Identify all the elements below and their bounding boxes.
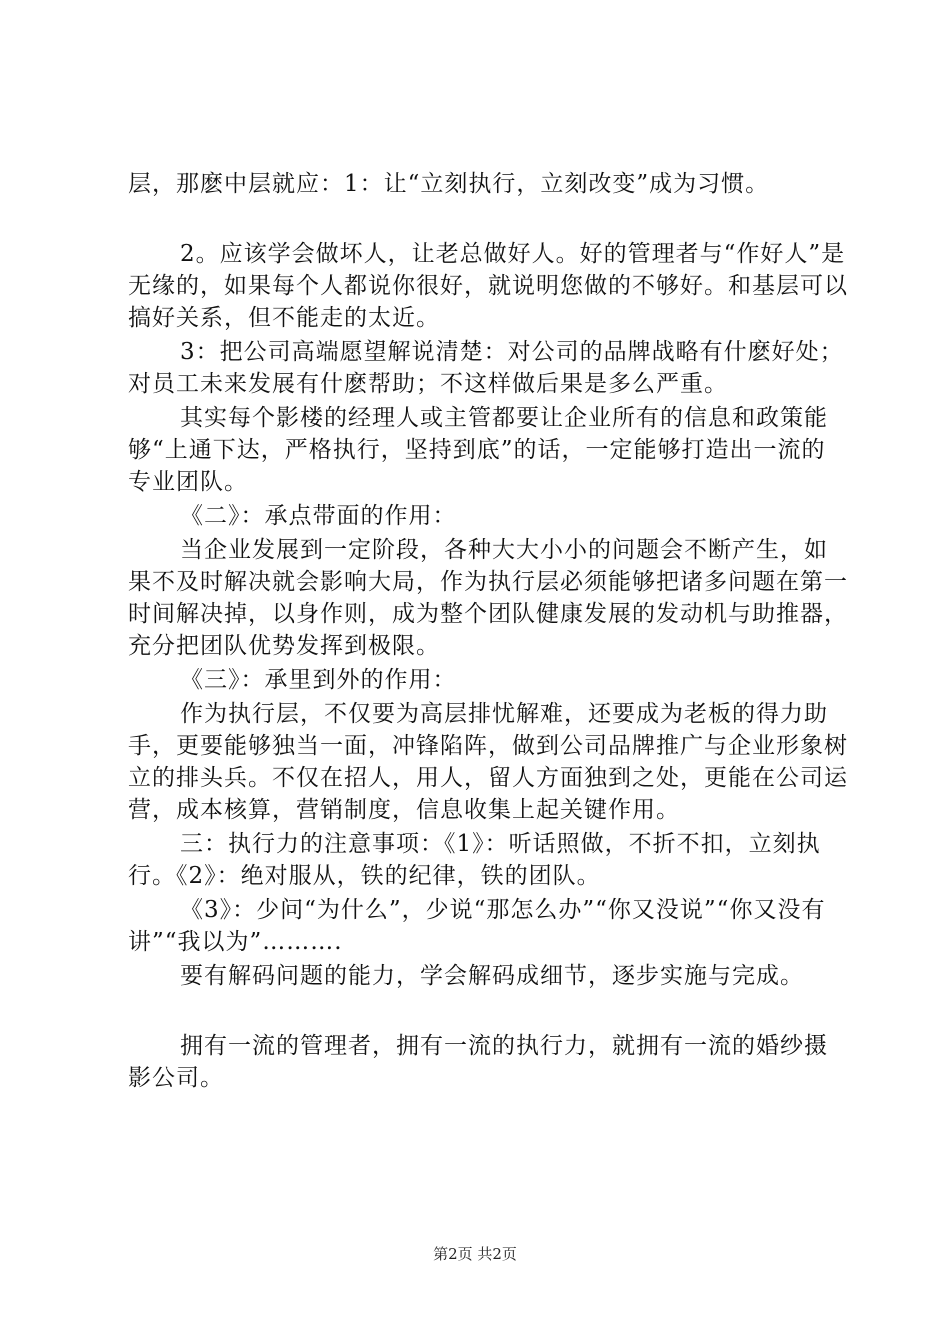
- paragraph: 2。应该学会做坏人，让老总做好人。好的管理者与“作好人”是无缘的，如果每个人都说你很好，就说明您做的不够好。和基层可以搞好关系，但不能走的太近。: [128, 241, 848, 331]
- paragraph: 《3》：少问“为什么”，少说“那怎么办”“你又没说”“你又没有讲”“我以为”……….: [128, 897, 826, 955]
- paragraph: 层，那麽中层就应：1：让“立刻执行，立刻改变”成为习惯。: [128, 171, 770, 197]
- page-footer: 第2页 共2页: [433, 1245, 517, 1263]
- paragraph: 当企业发展到一定阶段，各种大大小小的问题会不断产生，如果不及时解决就会影响大局，作为执行层必须能够把诸多问题在第一时间解决掉，以身作则，成为整个团队健康发展的发动机与助推器，充分把团队优势发挥到极限。: [128, 537, 848, 659]
- paragraph: 3：把公司高端愿望解说清楚：对公司的品牌战略有什麽好处；对员工未来发展有什麽帮助；不这样做后果是多么严重。: [128, 339, 844, 397]
- paragraph: 《二》：承点带面的作用：: [180, 503, 457, 529]
- document-body: [128, 168, 848, 1094]
- paragraph: 拥有一流的管理者，拥有一流的执行力，就拥有一流的婚纱摄影公司。: [128, 1033, 828, 1091]
- paragraph: 作为执行层，不仅要为高层排忧解难，还要成为老板的得力助手，更要能够独当一面，冲锋陷阵，做到公司品牌推广与企业形象树立的排头兵。不仅在招人，用人，留人方面独到之处，更能在公司运营，成本核算，营销制度，信息收集上起关键作用。: [128, 701, 848, 823]
- paragraph: 要有解码问题的能力，学会解码成细节，逐步实施与完成。: [180, 963, 804, 989]
- paragraph: 其实每个影楼的经理人或主管都要让企业所有的信息和政策能够“上通下达，严格执行，坚持到底”的话，一定能够打造出一流的专业团队。: [128, 405, 828, 495]
- paragraph: 《三》：承里到外的作用：: [180, 667, 457, 693]
- paragraph: 三：执行力的注意事项：《1》：听话照做，不折不扣，立刻执行。《2》：绝对服从，铁的纪律，铁的团队。: [128, 831, 821, 889]
